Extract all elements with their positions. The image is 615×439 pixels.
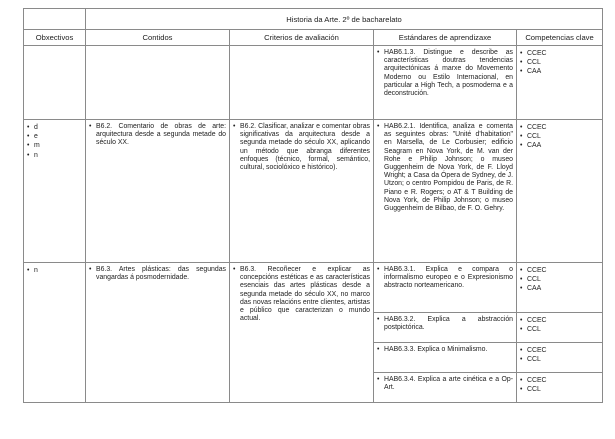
competency-item: • CCEC	[520, 49, 599, 58]
criteria-cell	[230, 120, 374, 263]
competency-item: • CCEC	[520, 346, 599, 355]
competency-item: • CCEC	[520, 266, 599, 275]
objective-item: • n	[27, 266, 82, 275]
objective-item: • m	[27, 141, 82, 150]
objectives-cell	[24, 263, 86, 403]
competency-item: • CCEC	[520, 123, 599, 132]
standard-text: • HAB6.2.1. Identifica, analiza e comenta as seguintes obras: "Unité d'habitation" en Marsella, de Le Corbusier; edificio Seagram en Nova York, de M. van der Rohe e Philip Johnson; o museo Guggenheim de Nova York, de F. Lloyd Wright; a Casa da Ópera de Sydney, de J. Utzon; o centro Pompidou de Paris, de R. Piano e R. Rogers; o AT & T Building de Nova York, de Philip Johnson; o museo Guggenheim de Bilbao, de F. O. Gehry.	[377, 123, 513, 213]
competencies-cell	[517, 373, 603, 403]
competency-item: • CCL	[520, 58, 599, 67]
competencies-cell	[517, 313, 603, 343]
standard-text: • HAB6.3.3. Explica o Minimalismo.	[377, 346, 513, 354]
standard-text: • HAB6.3.2. Explica a abstracción postpictórica.	[377, 316, 513, 332]
competencies-cell	[517, 343, 603, 373]
standard-cell	[374, 313, 517, 343]
criteria-text: • B6.3. Recoñecer e explicar as concepcións estéticas e as características esenciais das artes plásticas desde a segunda metade do século XX, no marco das novas relacións entre clientes, artistas e público que caracterizan o mundo actual.	[233, 266, 370, 323]
competency-item: • CCL	[520, 275, 599, 284]
standard-cell	[374, 263, 517, 313]
content-text: • B6.3. Artes plásticas: das segundas vangardas á posmodernidade.	[89, 266, 226, 282]
header-estandares: Estándares de aprendizaxe	[374, 30, 517, 46]
competency-item: • CAA	[520, 141, 599, 150]
header-contidos: Contidos	[86, 30, 230, 46]
competency-item: • CCEC	[520, 376, 599, 385]
competencies-cell	[517, 46, 603, 120]
table-row	[24, 46, 603, 120]
standard-text: • HAB6.3.1. Explica e compara o informalismo europeo e o Expresionismo abstracto norteamericano.	[377, 266, 513, 291]
header-competencias: Competencias clave	[517, 30, 603, 46]
competency-item: • CCL	[520, 355, 599, 364]
content-cell	[86, 120, 230, 263]
standard-cell	[374, 343, 517, 373]
objective-item: • n	[27, 151, 82, 160]
header-obxectivos: Obxectivos	[24, 30, 86, 46]
standard-cell	[374, 46, 517, 120]
header-criterios: Criterios de avaliación	[230, 30, 374, 46]
criteria-text: • B6.2. Clasificar, analizar e comentar obras significativas da arquitectura desde a segunda metade do século XX, aplicando un método que abranga diferentes enfoques (técnico, formal, semántico, cultural, sociolóxico e histórico).	[233, 123, 370, 172]
standard-text: • HAB6.1.3. Distingue e describe as características doutras tendencias arquitectónicas á marxe do Movemento Moderno ou Estilo Internacional, en particular a High Tech, a posmoderna e a deconstrución.	[377, 49, 513, 98]
curriculum-table	[23, 8, 603, 403]
objective-item: • e	[27, 132, 82, 141]
competency-item: • CCEC	[520, 316, 599, 325]
competencies-cell	[517, 120, 603, 263]
table-row	[24, 120, 603, 263]
criteria-cell	[230, 263, 374, 403]
standard-text: • HAB6.3.4. Explica a arte cinética e a Op-Art.	[377, 376, 513, 392]
content-cell	[86, 263, 230, 403]
competency-item: • CCL	[520, 385, 599, 394]
objective-item: • d	[27, 123, 82, 132]
standard-cell	[374, 373, 517, 403]
table-title: Historia da Arte. 2º de bacharelato	[86, 9, 603, 30]
competency-item: • CCL	[520, 325, 599, 334]
competencies-cell	[517, 263, 603, 313]
content-text: • B6.2. Comentario de obras de arte: arquitectura desde a segunda metade do século XX.	[89, 123, 226, 148]
standard-cell	[374, 120, 517, 263]
table-row	[24, 263, 603, 313]
curriculum-table-container	[23, 8, 602, 403]
competency-item: • CCL	[520, 132, 599, 141]
competency-item: • CAA	[520, 67, 599, 76]
objectives-cell	[24, 120, 86, 263]
competency-item: • CAA	[520, 284, 599, 293]
